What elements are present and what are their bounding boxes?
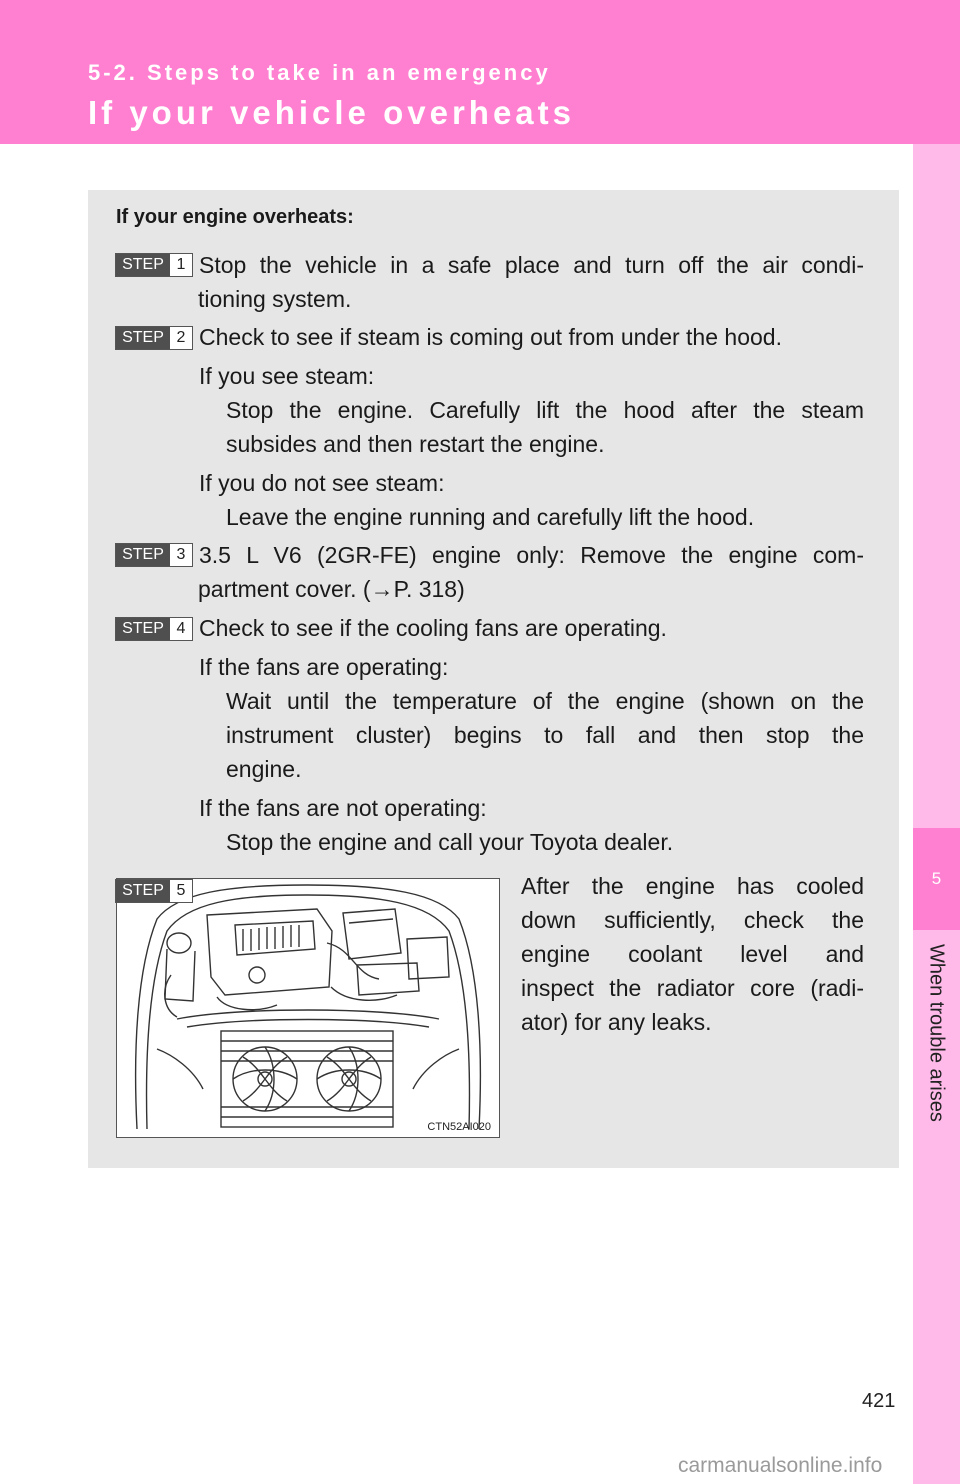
step-5-text-line4: inspect the radiator core (radi-: [521, 975, 864, 1001]
step-1-badge: [115, 253, 193, 277]
watermark: carmanualsonline.info: [678, 1454, 883, 1477]
step-4-case1-line1: Wait until the temperature of the engine (shown on the: [226, 688, 864, 714]
step-4-case1-line3: engine.: [226, 756, 302, 782]
engine-bay-drawing: [117, 879, 499, 1137]
step-number: 2: [170, 327, 192, 349]
step-4-case2-label: If the fans are not operating:: [199, 795, 487, 821]
step-4-case2-text: Stop the engine and call your Toyota dealer.: [226, 829, 674, 855]
step-1-text-line2: tioning system.: [198, 286, 352, 312]
step-3-text-line2[interactable]: partment cover. (→P. 318): [198, 576, 465, 602]
step-3-text-line1: 3.5 L V6 (2GR-FE) engine only: Remove the engine com-: [199, 542, 864, 568]
step-label: STEP: [116, 880, 170, 902]
step-number: 1: [170, 254, 192, 276]
step-4-case1-label: If the fans are operating:: [199, 654, 449, 680]
page-title: If your vehicle overheats: [88, 94, 575, 131]
step-5-text-line1: After the engine has cooled: [521, 873, 864, 899]
illustration-code: CTN52AI020: [427, 1121, 491, 1133]
step-2-case1-line1: Stop the engine. Carefully lift the hood after the steam: [226, 397, 864, 423]
step-5-text-line2: down sufficiently, check the: [521, 907, 864, 933]
step-5-text-line3: engine coolant level and: [521, 941, 864, 967]
step-number: 4: [170, 618, 192, 640]
step-4-text: Check to see if the cooling fans are operating.: [199, 615, 667, 641]
step-label: STEP: [116, 618, 170, 640]
chapter-side-strip: [913, 144, 960, 1484]
step-2-case1-line2: subsides and then restart the engine.: [226, 431, 605, 457]
step-3-badge: [115, 543, 193, 567]
step-2-badge: [115, 326, 193, 350]
panel-heading: If your engine overheats:: [116, 206, 354, 228]
step-number: 3: [170, 544, 192, 566]
step-label: STEP: [116, 254, 170, 276]
engine-compartment-illustration: [116, 878, 500, 1138]
step-5-badge: [115, 879, 193, 903]
step-2-text: Check to see if steam is coming out from under the hood.: [199, 324, 782, 350]
step-2-case2-text: Leave the engine running and carefully lift the hood.: [226, 504, 755, 530]
chapter-tab[interactable]: [913, 828, 960, 930]
step-2-case2-label: If you do not see steam:: [199, 470, 445, 496]
step-2-case1-label: If you see steam:: [199, 363, 375, 389]
step-number: 5: [170, 880, 192, 902]
section-label: 5-2. Steps to take in an emergency: [88, 60, 551, 85]
step-label: STEP: [116, 544, 170, 566]
chapter-number: 5: [931, 869, 942, 888]
step-label: STEP: [116, 327, 170, 349]
step-4-badge: [115, 617, 193, 641]
step-1-text-line1: Stop the vehicle in a safe place and turn off the air condi-: [199, 252, 864, 278]
page-number: 421: [862, 1390, 896, 1412]
step-5-text-line5: ator) for any leaks.: [521, 1009, 712, 1035]
step-4-case1-line2: instrument cluster) begins to fall and then stop the: [226, 722, 864, 748]
chapter-title: When trouble arises: [925, 944, 948, 1122]
